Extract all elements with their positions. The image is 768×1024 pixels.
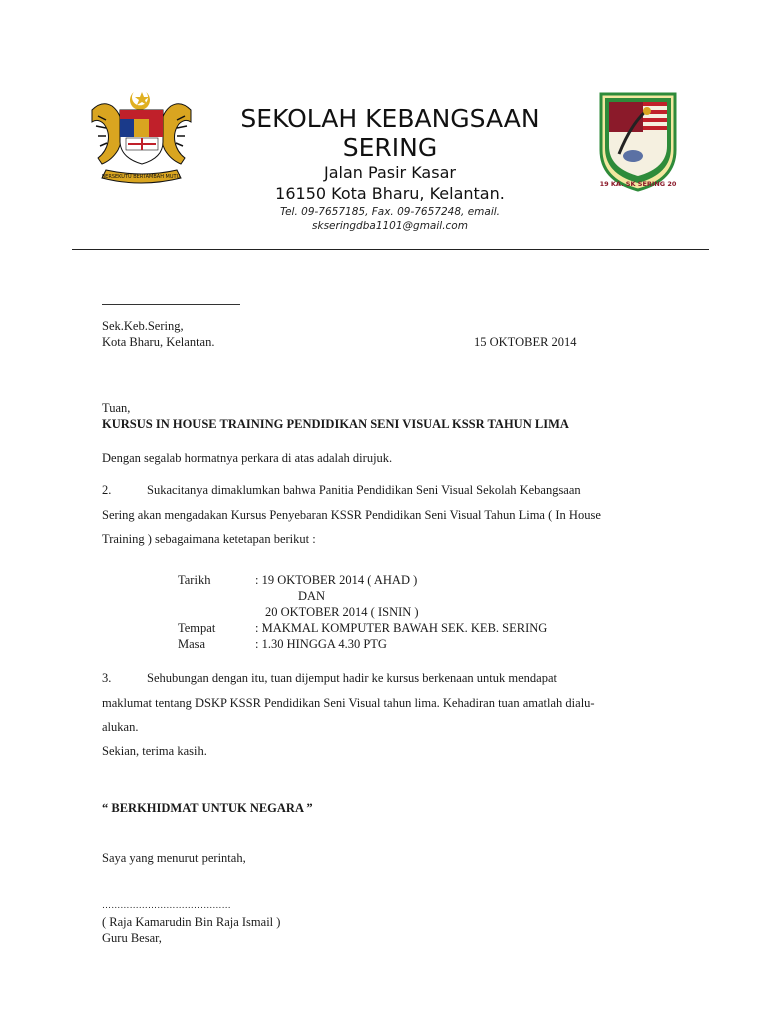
para2-line1: Sukacitanya dimaklumkan bahwa Panitia Pendidikan Seni Visual Sekolah Kebangsaan [147, 483, 581, 497]
para2-line2: Sering akan mengadakan Kursus Penyebaran KSSR Pendidikan Seni Visual Tahun Lima ( In House [102, 508, 601, 522]
intro-paragraph: Dengan segalab hormatnya perkara di atas adalah dirujuk. [102, 451, 393, 465]
motto: “ BERKHIDMAT UNTUK NEGARA ” [102, 801, 313, 815]
closing-line: Sekian, terima kasih. [102, 744, 207, 758]
tarikh-dan: DAN [298, 589, 326, 603]
recipient-line2: Kota Bharu, Kelantan. [102, 335, 215, 349]
address-line2: 16150 Kota Bharu, Kelantan. [275, 184, 505, 203]
para2-number: 2. [102, 483, 112, 497]
tarikh-value1: : 19 OKTOBER 2014 ( AHAD ) [255, 573, 418, 587]
svg-text:BERSEKUTU BERTAMBAH MUTU: BERSEKUTU BERTAMBAH MUTU [101, 174, 181, 180]
tarikh-label: Tarikh [178, 573, 211, 587]
tempat-label: Tempat [178, 621, 216, 635]
para3-line3: alukan. [102, 720, 139, 734]
para3-line2: maklumat tentang DSKP KSSR Pendidikan Seni Visual tahun lima. Kehadiran tuan amatlah dialu- [102, 696, 595, 710]
contact-email: skseringdba1101@gmail.com [312, 220, 468, 232]
signatory-name: ( Raja Kamarudin Bin Raja Ismail ) [102, 915, 281, 929]
school-name-line2: SERING [342, 133, 438, 162]
signatory-title: Guru Besar, [102, 931, 162, 945]
header-divider [72, 249, 709, 250]
address-line1: Jalan Pasir Kasar [324, 163, 456, 182]
svg-text:~~~~~~~~: ~~~~~~~~ [621, 92, 655, 98]
masa-label: Masa [178, 637, 206, 651]
signoff: Saya yang menurut perintah, [102, 851, 246, 865]
para2-line3: Training ) sebagaimana ketetapan berikut : [102, 532, 316, 546]
reference-blank-line [102, 304, 240, 305]
para3-line1: Sehubungan dengan itu, tuan dijemput hadir ke kursus berkenaan untuk mendapat [147, 671, 557, 685]
contact-line1: Tel. 09-7657185, Fax. 09-7657248, email. [279, 206, 500, 218]
letter-date: 15 OKTOBER 2014 [474, 335, 577, 349]
tarikh-value2: 20 OKTOBER 2014 ( ISNIN ) [265, 605, 419, 619]
recipient-line1: Sek.Keb.Sering, [102, 319, 184, 333]
school-logo-caption: 19 KA. SK SERING 20 [599, 180, 677, 188]
salutation: Tuan, [102, 401, 131, 415]
subject-heading: KURSUS IN HOUSE TRAINING PENDIDIKAN SENI VISUAL KSSR TAHUN LIMA [102, 417, 569, 431]
school-name-line1: SEKOLAH KEBANGSAAN [240, 104, 540, 133]
signature-line: …………………………………… [102, 900, 231, 910]
tempat-value: : MAKMAL KOMPUTER BAWAH SEK. KEB. SERING [255, 621, 548, 635]
masa-value: : 1.30 HINGGA 4.30 PTG [255, 637, 387, 651]
para3-number: 3. [102, 671, 112, 685]
